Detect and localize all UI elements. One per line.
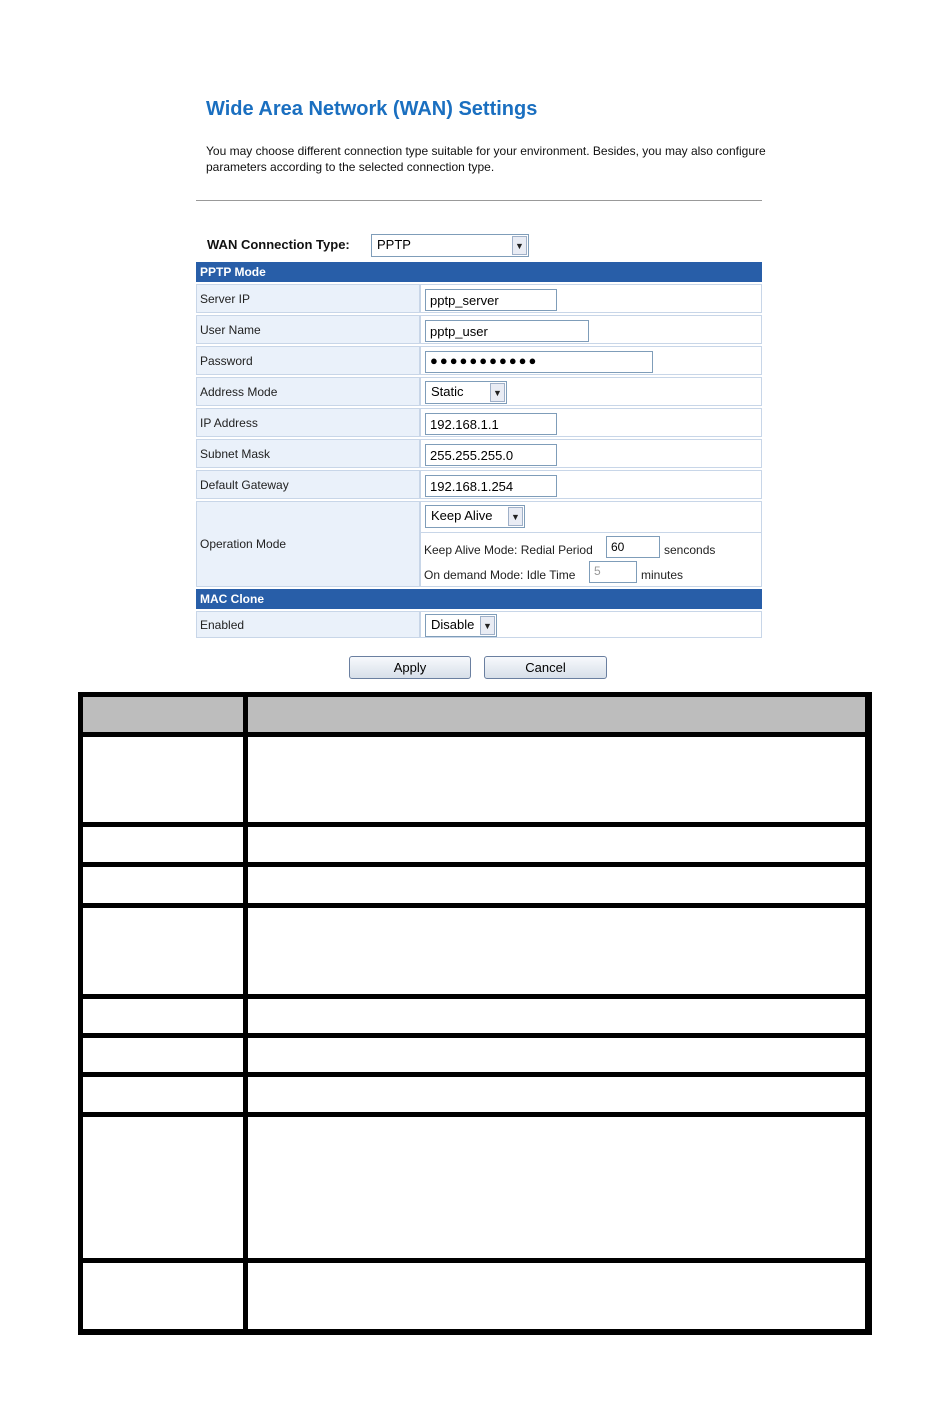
table-cell [83,908,243,994]
table-cell [248,1263,865,1329]
chevron-down-icon[interactable]: ▼ [490,383,505,402]
ip-address-input[interactable]: 192.168.1.1 [425,413,557,435]
wan-settings-form [196,260,762,640]
table-cell [83,867,243,903]
on-demand-label: On demand Mode: Idle Time [424,568,576,582]
table-header-cell [83,697,243,732]
table-header-cell [248,697,865,732]
pptp-mode-header: PPTP Mode [196,262,762,282]
default-gateway-label: Default Gateway [196,470,420,499]
password-label: Password [196,346,420,375]
table-cell [248,908,865,994]
wan-connection-type-label: WAN Connection Type: [207,237,350,252]
apply-button[interactable]: Apply [349,656,471,679]
mac-clone-select[interactable] [425,614,497,637]
table-cell [248,737,865,822]
redial-period-input[interactable]: 60 [606,536,660,558]
subnet-mask-label: Subnet Mask [196,439,420,468]
mac-clone-header: MAC Clone [196,589,762,609]
address-mode-label: Address Mode [196,377,420,406]
server-ip-label: Server IP [196,284,420,313]
table-cell [83,1038,243,1072]
table-cell [248,999,865,1033]
description-table [78,692,872,1335]
table-cell [248,867,865,903]
keep-alive-label: Keep Alive Mode: Redial Period [424,543,593,557]
wan-connection-type-select[interactable] [371,234,529,257]
table-cell [83,1263,243,1329]
table-cell [83,1117,243,1258]
table-cell [83,737,243,822]
subnet-mask-input[interactable]: 255.255.255.0 [425,444,557,466]
chevron-down-icon[interactable]: ▼ [508,507,523,526]
keep-alive-unit: senconds [664,543,716,557]
mac-clone-enabled-label: Enabled [196,611,420,638]
page-intro: You may choose different connection type suitable for your environment. Besides, you may also configure parameters according to the selected connection type. [206,144,766,174]
address-mode-select[interactable] [425,381,507,404]
table-cell [83,827,243,862]
table-cell [83,999,243,1033]
chevron-down-icon[interactable]: ▼ [480,616,495,635]
table-cell [248,1117,865,1258]
divider [196,200,762,201]
user-name-label: User Name [196,315,420,344]
table-cell [248,827,865,862]
idle-time-input[interactable]: 5 [589,561,637,583]
on-demand-unit: minutes [641,568,684,582]
operation-mode-field [420,501,762,587]
table-cell [248,1038,865,1072]
page-title: Wide Area Network (WAN) Settings [206,98,538,120]
table-cell [83,1077,243,1112]
chevron-down-icon[interactable]: ▼ [512,236,527,255]
table-cell [248,1077,865,1112]
default-gateway-input[interactable]: 192.168.1.254 [425,475,557,497]
cancel-button[interactable]: Cancel [484,656,607,679]
operation-mode-divider [421,532,761,533]
operation-mode-label: Operation Mode [196,501,420,587]
address-mode-value: Static [431,384,464,399]
server-ip-input[interactable]: pptp_server [425,289,557,311]
operation-mode-value: Keep Alive [431,508,493,523]
ip-address-label: IP Address [196,408,420,437]
user-name-input[interactable]: pptp_user [425,320,589,342]
wan-connection-type-value: PPTP [377,237,411,252]
password-input[interactable]: ●●●●●●●●●●● [425,351,653,373]
operation-mode-select[interactable] [425,505,525,528]
mac-clone-value: Disable [431,617,475,632]
